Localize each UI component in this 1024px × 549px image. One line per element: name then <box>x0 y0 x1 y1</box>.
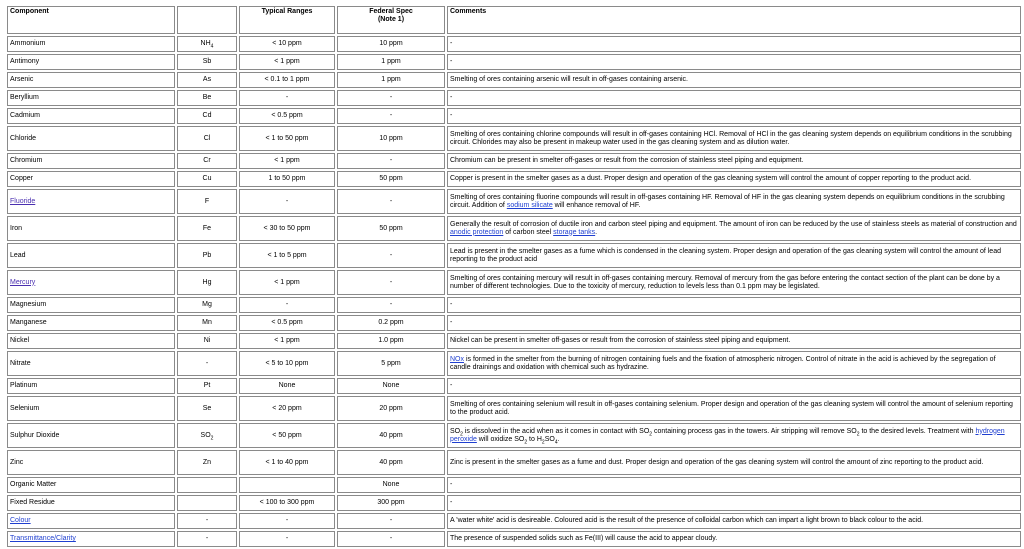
federal-spec: 50 ppm <box>337 216 445 241</box>
federal-spec: - <box>337 297 445 313</box>
component-symbol: Se <box>177 396 237 421</box>
comment-text: SO <box>544 435 555 443</box>
table-row <box>7 90 1021 106</box>
component-name: Copper <box>7 171 175 187</box>
component-symbol: Ni <box>177 333 237 349</box>
acid-impurity-spec-table <box>5 4 1023 549</box>
component-symbol <box>177 423 237 448</box>
federal-spec: 20 ppm <box>337 396 445 421</box>
federal-spec: 1.0 ppm <box>337 333 445 349</box>
header-comments: Comments <box>447 6 1021 34</box>
table-row <box>7 333 1021 349</box>
component-symbol: Mg <box>177 297 237 313</box>
component-symbol: Pt <box>177 378 237 394</box>
subscript: 2 <box>649 430 653 437</box>
typical-range <box>239 477 335 493</box>
table-row <box>7 378 1021 394</box>
component-symbol: F <box>177 189 237 214</box>
table-row <box>7 351 1021 376</box>
comment-text: . <box>557 435 560 443</box>
comment-text: to H <box>527 435 542 443</box>
comment: - <box>447 90 1021 106</box>
typical-range: - <box>239 513 335 529</box>
table-row <box>7 495 1021 511</box>
table-row <box>7 171 1021 187</box>
component-name: Antimony <box>7 54 175 70</box>
comment: Lead is present in the smelter gases as a fume which is condensed in the cleaning system. Proper design and operation of the gas cleaning system will control the amount of lead reporting to the product acid <box>447 243 1021 268</box>
component-name: Iron <box>7 216 175 241</box>
comment: The presence of suspended solids such as Fe(III) will cause the acid to appear cloudy. <box>447 531 1021 547</box>
comment: - <box>447 477 1021 493</box>
component-symbol: Cl <box>177 126 237 151</box>
symbol-subscript: 2 <box>210 434 214 441</box>
federal-spec: - <box>337 90 445 106</box>
component-symbol: Cd <box>177 108 237 124</box>
federal-spec: None <box>337 477 445 493</box>
typical-range: < 1 ppm <box>239 54 335 70</box>
comment-text: is formed in the smelter from the burning of nitrogen containing fuels and the fixation of atmospheric nitrogen. Control of nitrate in the acid is achieved by the segregation of candle drainings and oxidation with chemical such as hydrazine. <box>450 355 996 371</box>
component-name: Ammonium <box>7 36 175 52</box>
typical-range: < 10 ppm <box>239 36 335 52</box>
component-symbol: - <box>177 513 237 529</box>
header-typical-ranges: Typical Ranges <box>239 6 335 34</box>
comment <box>447 423 1021 448</box>
comment: - <box>447 315 1021 331</box>
component-symbol: Mn <box>177 315 237 331</box>
comment-text: . <box>595 228 598 236</box>
typical-range: 1 to 50 ppm <box>239 171 335 187</box>
federal-spec: 300 ppm <box>337 495 445 511</box>
table-row <box>7 216 1021 241</box>
comment <box>447 189 1021 214</box>
comment-text: Smelting of ores containing fluorine compounds will result in off-gases containing HF. Removal of HF in the gas cleaning system depends on equilibrium conditions in the scrubbing circuit. Addition of <box>450 193 1005 209</box>
comment: Copper is present in the smelter gases as a dust. Proper design and operation of the gas cleaning system will control the amount of copper reporting to the product acid. <box>447 171 1021 187</box>
typical-range: < 30 to 50 ppm <box>239 216 335 241</box>
comment <box>447 351 1021 376</box>
comment: - <box>447 378 1021 394</box>
table-row <box>7 72 1021 88</box>
component-name: Fixed Residue <box>7 495 175 511</box>
federal-spec: - <box>337 108 445 124</box>
comment: - <box>447 54 1021 70</box>
federal-spec: 0.2 ppm <box>337 315 445 331</box>
component-name: Chloride <box>7 126 175 151</box>
component-name: Chromium <box>7 153 175 169</box>
federal-spec: - <box>337 531 445 547</box>
typical-range: < 1 ppm <box>239 270 335 295</box>
federal-spec: - <box>337 153 445 169</box>
typical-range: < 1 ppm <box>239 153 335 169</box>
component-name: Selenium <box>7 396 175 421</box>
component-name: Beryllium <box>7 90 175 106</box>
header-symbol <box>177 6 237 34</box>
table-row <box>7 396 1021 421</box>
federal-spec: 10 ppm <box>337 36 445 52</box>
typical-range: - <box>239 297 335 313</box>
comment-text: containing process gas in the towers. Air stripping will remove SO <box>652 427 857 435</box>
typical-range: - <box>239 90 335 106</box>
comment: Smelting of ores containing selenium will result in off-gases containing selenium. Proper design and operation of the gas cleaning system will control the amount of selenium reporting to the product acid. <box>447 396 1021 421</box>
comment: Smelting of ores containing mercury will result in off-gases containing mercury. Removal of mercury from the gas before entering the contact section of the plant can be done by a number of different technologies. Due to the toxicity of mercury, reduction to levels less than 0.1 ppm may be legislated. <box>447 270 1021 295</box>
comment: - <box>447 297 1021 313</box>
subscript: 2 <box>460 430 463 437</box>
comment-text: will enhance removal of HF. <box>552 201 641 209</box>
comment: Chromium can be present in smelter off-gases or result from the corrosion of stainless steel piping and equipment. <box>447 153 1021 169</box>
table-row <box>7 36 1021 52</box>
mercury-link[interactable]: Mercury <box>10 278 36 286</box>
typical-range: < 1 ppm <box>239 333 335 349</box>
comment <box>447 216 1021 241</box>
component-name <box>7 270 175 295</box>
component-name <box>7 513 175 529</box>
component-name: Zinc <box>7 450 175 475</box>
symbol-subscript: 4 <box>210 43 214 50</box>
typical-range: < 0.1 to 1 ppm <box>239 72 335 88</box>
table-header-row <box>7 6 1021 34</box>
subscript: 2 <box>524 438 528 445</box>
header-component: Component <box>7 6 175 34</box>
component-symbol <box>177 495 237 511</box>
header-federal-spec <box>337 6 445 34</box>
table-row <box>7 531 1021 547</box>
component-name: Platinum <box>7 378 175 394</box>
typical-range: - <box>239 531 335 547</box>
table-row <box>7 54 1021 70</box>
component-name: Magnesium <box>7 297 175 313</box>
federal-spec: - <box>337 513 445 529</box>
table-row <box>7 477 1021 493</box>
component-name: Manganese <box>7 315 175 331</box>
table-row <box>7 126 1021 151</box>
comment-text: is dissolved in the acid when as it comes in contact with SO <box>462 427 650 435</box>
federal-spec: - <box>337 243 445 268</box>
component-symbol: Zn <box>177 450 237 475</box>
federal-spec: 50 ppm <box>337 171 445 187</box>
subscript: 2 <box>541 438 545 445</box>
component-symbol: Hg <box>177 270 237 295</box>
subscript: 4 <box>554 438 558 445</box>
typical-range: < 20 ppm <box>239 396 335 421</box>
typical-range: < 50 ppm <box>239 423 335 448</box>
nox-link[interactable]: NOx <box>450 355 464 363</box>
symbol-base: SO <box>200 431 211 439</box>
federal-spec: 5 ppm <box>337 351 445 376</box>
typical-range: < 0.5 ppm <box>239 108 335 124</box>
component-name: Organic Matter <box>7 477 175 493</box>
component-symbol: As <box>177 72 237 88</box>
storage-tanks-link[interactable]: storage tanks <box>553 228 596 236</box>
comment: Smelting of ores containing chlorine compounds will result in off-gases containing HCl. Removal of HCl in the gas cleaning system depends on equilibrium conditions in the scrubbing circuit. Chlorides may also be present in makeup water used in the gas cleaning system and as dilution water. <box>447 126 1021 151</box>
component-name: Cadmium <box>7 108 175 124</box>
typical-range: None <box>239 378 335 394</box>
component-name: Nickel <box>7 333 175 349</box>
table-row <box>7 108 1021 124</box>
typical-range: < 1 to 50 ppm <box>239 126 335 151</box>
federal-spec: 10 ppm <box>337 126 445 151</box>
table-row <box>7 189 1021 214</box>
hydrogen-peroxide-link[interactable]: hydrogen peroxide <box>450 427 1005 443</box>
federal-spec: None <box>337 378 445 394</box>
component-symbol: - <box>177 351 237 376</box>
table-row <box>7 243 1021 268</box>
comment: Nickel can be present in smelter off-gases or result from the corrosion of stainless steel piping and equipment. <box>447 333 1021 349</box>
colour-link[interactable]: Colour <box>10 517 31 524</box>
federal-spec: - <box>337 189 445 214</box>
federal-spec: 1 ppm <box>337 72 445 88</box>
comment: A 'water white' acid is desireable. Coloured acid is the result of the presence of colloidal carbon which can impart a light brown to black colour to the acid. <box>447 513 1021 529</box>
table-row <box>7 297 1021 313</box>
typical-range: < 1 to 5 ppm <box>239 243 335 268</box>
comment-text: of carbon steel <box>503 228 554 236</box>
component-name <box>7 189 175 214</box>
component-symbol: Be <box>177 90 237 106</box>
comment-text: will oxidize SO <box>476 435 525 443</box>
comment: - <box>447 495 1021 511</box>
component-name: Arsenic <box>7 72 175 88</box>
comment-text: Generally the result of corrosion of ductile iron and carbon steel piping and equipment. The amount of iron can be reduced by the use of stainless steels as material of construction and <box>450 220 1017 228</box>
component-symbol <box>177 477 237 493</box>
comment-text: SO <box>450 427 461 435</box>
federal-spec: 40 ppm <box>337 423 445 448</box>
component-name <box>7 531 175 547</box>
comment-text: to the desired levels. Treatment with <box>859 427 976 435</box>
comment: Zinc is present in the smelter gases as a fume and dust. Proper design and operation of the gas cleaning system will control the amount of zinc reporting to the product acid. <box>447 450 1021 475</box>
component-symbol: Cu <box>177 171 237 187</box>
header-federal-spec-label: Federal Spec <box>369 8 413 15</box>
typical-range: - <box>239 189 335 214</box>
comment: Smelting of ores containing arsenic will result in off-gases containing arsenic. <box>447 72 1021 88</box>
typical-range: < 0.5 ppm <box>239 315 335 331</box>
comment: - <box>447 36 1021 52</box>
comment: - <box>447 108 1021 124</box>
component-symbol: Fe <box>177 216 237 241</box>
federal-spec: 1 ppm <box>337 54 445 70</box>
table-row <box>7 153 1021 169</box>
fluoride-link[interactable]: Fluoride <box>10 197 36 205</box>
table-row <box>7 450 1021 475</box>
federal-spec: - <box>337 270 445 295</box>
table-row <box>7 513 1021 529</box>
component-name: Sulphur Dioxide <box>7 423 175 448</box>
table-row <box>7 315 1021 331</box>
component-symbol <box>177 36 237 52</box>
table-row <box>7 270 1021 295</box>
component-symbol: Pb <box>177 243 237 268</box>
typical-range: < 1 to 40 ppm <box>239 450 335 475</box>
component-symbol: Sb <box>177 54 237 70</box>
header-federal-spec-note: (Note 1) <box>377 16 405 23</box>
component-symbol: Cr <box>177 153 237 169</box>
subscript: 2 <box>856 430 860 437</box>
typical-range: < 100 to 300 ppm <box>239 495 335 511</box>
federal-spec: 40 ppm <box>337 450 445 475</box>
sodium-silicate-link[interactable]: sodium silicate <box>506 201 553 209</box>
component-symbol: - <box>177 531 237 547</box>
component-name: Lead <box>7 243 175 268</box>
anodic-protection-link[interactable]: anodic protection <box>450 228 504 236</box>
table-row <box>7 423 1021 448</box>
component-name: Nitrate <box>7 351 175 376</box>
typical-range: < 5 to 10 ppm <box>239 351 335 376</box>
symbol-base: NH <box>200 40 211 47</box>
transmittance-clarity-link[interactable]: Transmittance/Clarity <box>10 535 76 542</box>
